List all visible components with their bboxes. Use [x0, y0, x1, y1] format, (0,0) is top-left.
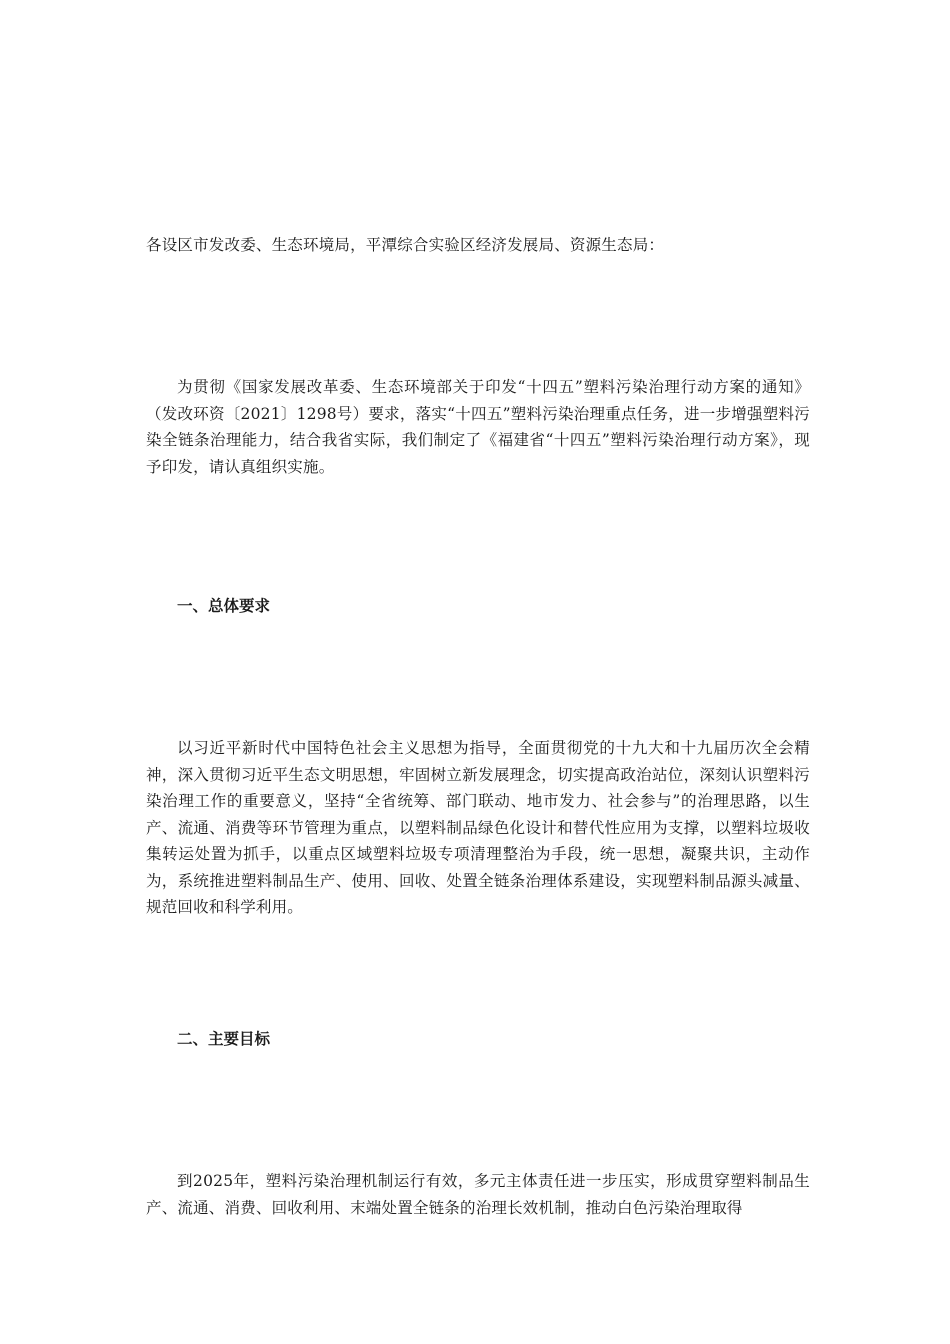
- general-requirements-paragraph: 以习近平新时代中国特色社会主义思想为指导，全面贯彻党的十九大和十九届历次全会精神，深入贯彻习近平生态文明思想，牢固树立新发展理念，切实提高政治站位，深刻认识塑料污染治理工作的重要意义，坚持“全省统筹、部门联动、地市发力、社会参与”的治理思路，以生产、流通、消费等环节管理为重点，以塑料制品绿色化设计和替代性应用为支撑，以塑料垃圾收集转运处置为抓手，以重点区域塑料垃圾专项清理整治为手段，统一思想，凝聚共识，主动作为，系统推进塑料制品生产、使用、回收、处置全链条治理体系建设，实现塑料制品源头减量、规范回收和科学利用。: [146, 739, 810, 916]
- section-heading-general-requirements: 一、总体要求: [177, 597, 271, 615]
- salutation: 各设区市发改委、生态环境局，平潭综合实验区经济发展局、资源生态局：: [146, 236, 665, 254]
- section-heading-main-goals: 二、主要目标: [177, 1030, 271, 1048]
- intro-paragraph: 为贯彻《国家发展改革委、生态环境部关于印发“十四五”塑料污染治理行动方案的通知》（发改环资〔2021〕1298号）要求，落实“十四五”塑料污染治理重点任务，进一步增强塑料污染全链条治理能力，结合我省实际，我们制定了《福建省“十四五”塑料污染治理行动方案》，现予印发，请认真组织实施。: [146, 378, 810, 476]
- main-goals-paragraph: 到2025年，塑料污染治理机制运行有效，多元主体责任进一步压实，形成贯穿塑料制品生产、流通、消费、回收利用、末端处置全链条的治理长效机制，推动白色污染治理取得: [146, 1172, 810, 1217]
